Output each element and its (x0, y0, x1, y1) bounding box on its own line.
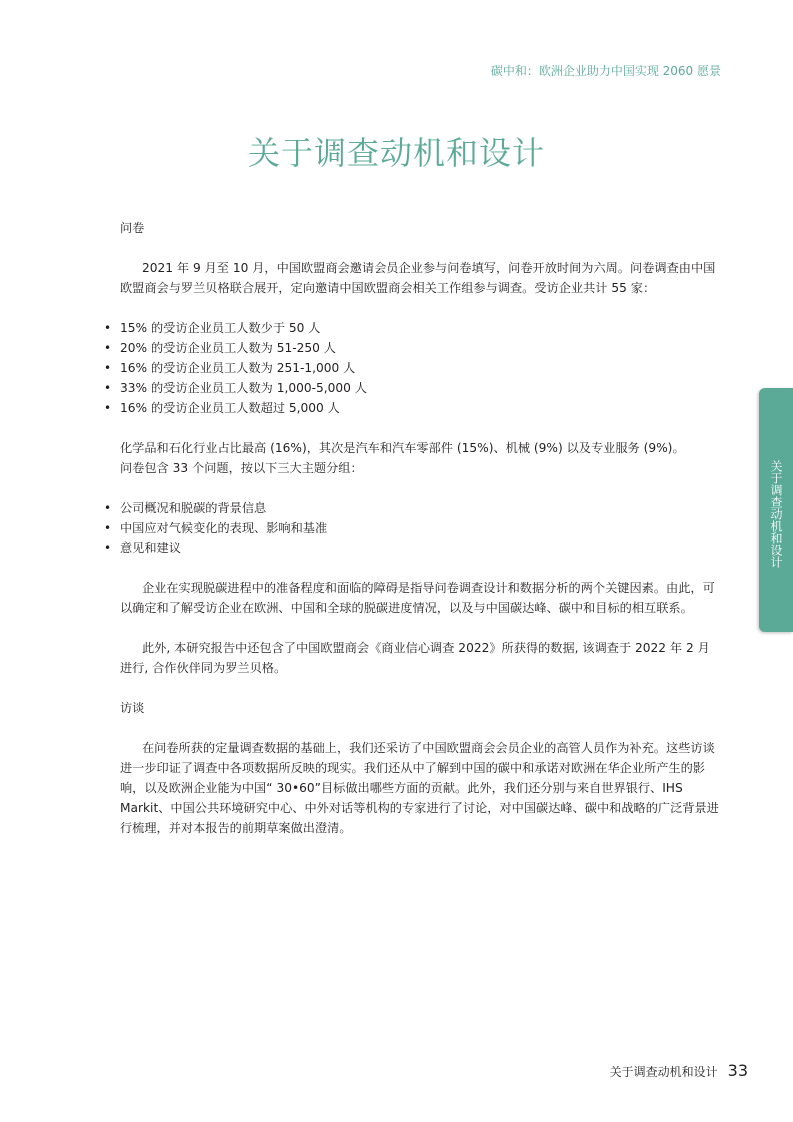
questionnaire-intro: 2021 年 9 月至 10 月，中国欧盟商会邀请会员企业参与问卷填写，问卷开放时间为六周。问卷调查由中国欧盟商会与罗兰贝格联合展开，定向邀请中国欧盟商会相关工作组参与调查。受访企业共计 55 家： (120, 261, 716, 295)
list-item: • 16% 的受访企业员工人数超过 5,000 人 (120, 398, 720, 418)
topic-list (120, 498, 720, 558)
side-section-tab[interactable] (759, 388, 793, 632)
list-item: • 20% 的受访企业员工人数为 51-250 人 (120, 338, 720, 358)
questions-summary: 问卷包含 33 个问题，按以下三大主题分组： (120, 461, 363, 475)
bcs-paragraph: 此外, 本研究报告中还包含了中国欧盟商会《商业信心调查 2022》所获得的数据, 该调查于 2022 年 2 月进行, 合作伙伴同为罗兰贝格。 (120, 641, 710, 675)
running-head: 碳中和：欧洲企业助力中国实现 2060 愿景 (490, 64, 721, 78)
key-factors-paragraph: 企业在实现脱碳进程中的准备程度和面临的障碍是指导问卷调查设计和数据分析的两个关键因素。由此，可以确定和了解受访企业在欧洲、中国和全球的脱碳进度情况，以及与中国碳达峰、碳中和目标的相互联系。 (120, 581, 715, 615)
page-number: 33 (727, 1061, 748, 1080)
main-content (120, 218, 720, 858)
list-item: • 15% 的受访企业员工人数少于 50 人 (120, 318, 720, 338)
section-heading-interviews: 访谈 (120, 701, 145, 715)
page-footer (610, 1061, 748, 1080)
list-item: • 16% 的受访企业员工人数为 251-1,000 人 (120, 358, 720, 378)
list-item: • 33% 的受访企业员工人数为 1,000-5,000 人 (120, 378, 720, 398)
footer-label: 关于调查动机和设计 (609, 1065, 718, 1079)
list-item: • 意见和建议 (120, 538, 720, 558)
page-title: 关于调查动机和设计 (247, 134, 545, 172)
list-item: • 公司概况和脱碳的背景信息 (120, 498, 720, 518)
list-item: • 中国应对气候变化的表现、影响和基准 (120, 518, 720, 538)
side-tab-label: 关于调查动机和设计 (769, 460, 783, 568)
company-size-list (120, 318, 720, 418)
section-heading-questionnaire: 问卷 (120, 221, 145, 235)
interviews-paragraph: 在问卷所获的定量调查数据的基础上，我们还采访了中国欧盟商会会员企业的高管人员作为补充。这些访谈进一步印证了调查中各项数据所反映的现实。我们还从中了解到中国的碳中和承诺对欧洲在华企业所产生的影响，以及欧洲企业能为中国“ 30•60”目标做出哪些方面的贡献。此外，我们还分别与来自世界银行、IHS Markit、中国公共环境研究中心、中外对话等机构的专家进行了讨论，对中国碳达峰、碳中和战略的广泛背景进行梳理，并对本报告的前期草案做出澄清。 (120, 741, 719, 835)
industry-breakdown: 化学品和石化行业占比最高 (16%)，其次是汽车和汽车零部件 (15%)、机械 (9%) 以及专业服务 (9%)。 (120, 441, 685, 455)
